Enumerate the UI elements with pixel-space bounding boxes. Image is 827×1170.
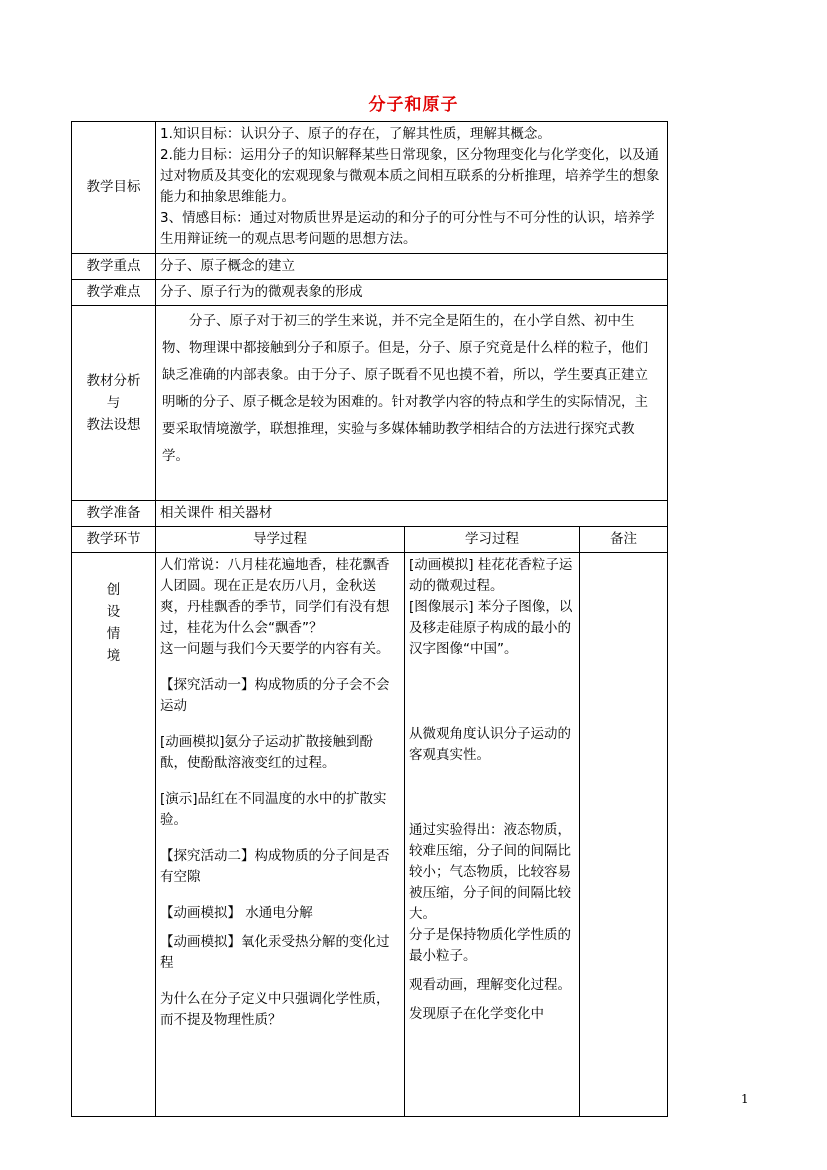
header-guide: 导学过程 xyxy=(156,527,405,553)
lesson-plan-table xyxy=(71,121,668,1117)
preparation-text: 相关课件 相关器材 xyxy=(156,501,668,527)
row-stage-create-scene xyxy=(72,553,668,1117)
remarks xyxy=(580,553,668,1117)
learning-process: [动画模拟] 桂花花香粒子运动的微观过程。 [图像展示] 苯分子图像，以及移走硅原子构成的最小的汉字图像“中国”。 从微观角度认识分子运动的客观真实性。 通过实验得出：液态物质，较难压缩，分子间的间隔比较小；气态物质，比较容易被压缩，分子间的间隔比较大。 分子是保持物质化学性质的最小粒子。 观看动画，理解变化过程。 发现原子在化学变化中 xyxy=(405,553,580,1117)
label-preparation: 教学准备 xyxy=(72,501,156,527)
label-analysis: 教材分析 与 教法设想 xyxy=(72,306,156,501)
header-learn: 学习过程 xyxy=(405,527,580,553)
label-teaching-goals: 教学目标 xyxy=(72,122,156,254)
header-note: 备注 xyxy=(580,527,668,553)
row-difficulty xyxy=(72,280,668,306)
analysis-text: 分子、原子对于初三的学生来说，并不完全是陌生的，在小学自然、初中生物、物理课中都接触到分子和原子。但是，分子、原子究竟是什么样的粒子，他们缺乏准确的内部表象。由于分子、原子既看不见也摸不着，所以，学生要真正建立明晰的分子、原子概念是较为困难的。针对教学内容的特点和学生的实际情况，主要采取情境激学，联想推理，实验与多媒体辅助教学相结合的方法进行探究式教学。 xyxy=(156,306,668,501)
teaching-goals-content xyxy=(156,122,668,254)
goal-ability: 2.能力目标：运用分子的知识解释某些日常现象，区分物理变化与化学变化，以及通过对物质及其变化的宏观现象与微观本质之间相互联系的分析推理，培养学生的想象能力和抽象思维能力。 xyxy=(160,147,660,205)
row-analysis xyxy=(72,306,668,501)
goal-emotion: 3、情感目标：通过对物质世界是运动的和分子的可分性与不可分性的认识，培养学生用辩证统一的观点思考问题的思想方法。 xyxy=(160,210,655,247)
label-key-point: 教学重点 xyxy=(72,254,156,280)
row-preparation xyxy=(72,501,668,527)
activity-two: 【探究活动二】构成物质的分子间是否有空隙 xyxy=(160,848,390,885)
stage-label-create-scene: 创 设 情 境 xyxy=(72,553,156,1117)
guide-process: 人们常说：八月桂花遍地香，桂花飘香人团圆。现在正是农历八月，金秋送爽，丹桂飘香的季节，同学们有没有想过，桂花为什么会“飘香”？ 这一问题与我们今天要学的内容有关。 【探究活动一】构成物质的分子会不会运动 [动画模拟]氨分子运动扩散接触到酚酞，使酚酞溶液变红的过程。 [演示]品红在不同温度的水中的扩散实验。 【探究活动二】构成物质的分子间是否有空隙 【动画模拟】 水通电分解 【动画模拟】氧化汞受热分解的变化过程 为什么在分子定义中只强调化学性质，而不提及物理性质？ xyxy=(156,553,405,1117)
row-column-headers xyxy=(72,527,668,553)
label-difficulty: 教学难点 xyxy=(72,280,156,306)
header-stage: 教学环节 xyxy=(72,527,156,553)
page-number: 1 xyxy=(741,1092,749,1106)
difficulty-text: 分子、原子行为的微观表象的形成 xyxy=(156,280,668,306)
activity-one: 【探究活动一】构成物质的分子会不会运动 xyxy=(160,677,390,714)
row-teaching-goals xyxy=(72,122,668,254)
row-key-point xyxy=(72,254,668,280)
document-title: 分子和原子 xyxy=(368,95,459,115)
key-point-text: 分子、原子概念的建立 xyxy=(156,254,668,280)
goal-knowledge: 1.知识目标：认识分子、原子的存在，了解其性质，理解其概念。 xyxy=(160,126,551,142)
